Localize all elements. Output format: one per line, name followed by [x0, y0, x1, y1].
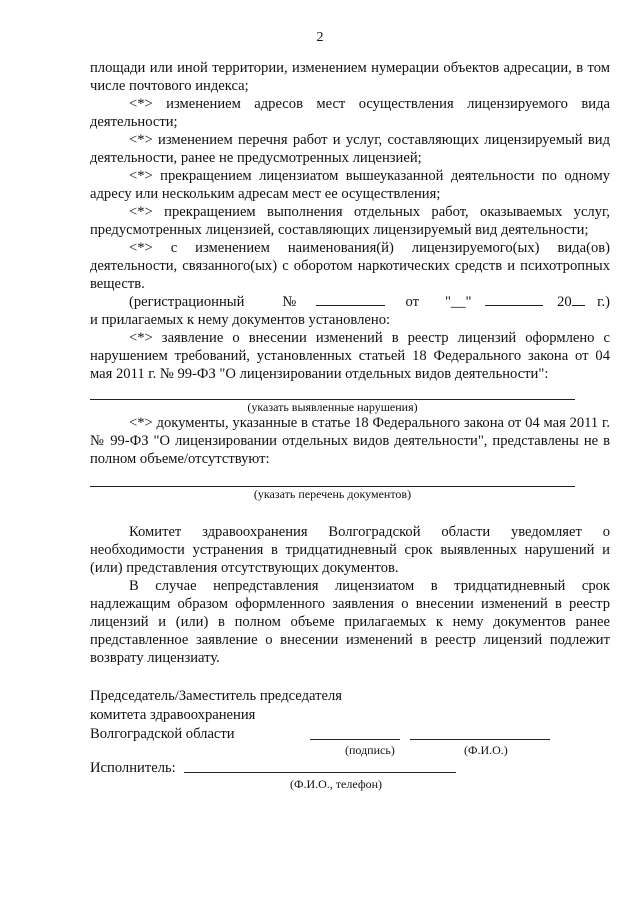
page-number: 2 — [316, 30, 324, 45]
executor-caption: (Ф.И.О., телефон) — [290, 777, 383, 791]
signature-block — [90, 687, 610, 757]
number-sign: № — [282, 294, 297, 310]
signatory-line: Волгоградской области — [90, 726, 235, 742]
signature-caption: (подпись) — [345, 743, 395, 757]
executor-label: Исполнитель: — [90, 760, 176, 776]
notice-paragraph: Комитет здравоохранения Волгоградской области уведомляет о необходимости устранения в тридцатидневный срок выявленных нарушений и (или) представления отсутствующих документов. — [90, 524, 610, 576]
from-label: от — [405, 294, 419, 310]
registration-number-blank — [316, 293, 385, 306]
name-fill-line — [410, 739, 550, 740]
date-month-blank — [485, 293, 543, 306]
notice-paragraph: В случае непредставления лицензиатом в тридцатидневный срок надлежащим образом оформленного заявления о внесении изменений в реестр лицензий и (или) в полном объеме прилагаемых к нему документов ранее представленное заявление о внесении изменений в реестр лицензий подлежит возврату лицензиату. — [90, 578, 610, 666]
signatory-line: комитета здравоохранения — [90, 707, 256, 723]
missing-docs-item: <*> документы, указанные в статье 18 Федерального закона от 04 мая 2011 г. № 99-ФЗ "О лицензировании отдельных видов деятельности", представлены не в полном объеме/отсутствуют: — [90, 415, 610, 467]
paragraph: <*> изменением адресов мест осуществления лицензируемого вида деятельности; — [90, 96, 610, 130]
attached-text: и прилагаемых к нему документов установлено: — [90, 312, 391, 328]
date-quote-close: " — [465, 294, 472, 310]
year-blank — [572, 293, 585, 306]
document-body — [90, 59, 610, 799]
violations-caption: (указать выявленные нарушения) — [247, 400, 418, 414]
paragraph: <*> прекращением выполнения отдельных работ, оказываемых услуг, предусмотренных лицензией, составляющих лицензируемый вид деятельности; — [90, 204, 610, 238]
paragraph: <*> с изменением наименования(й) лицензируемого(ых) вида(ов) деятельности, связанного(ых) с оборотом наркотических средств и психотропных веществ. — [90, 240, 610, 292]
spacer — [90, 501, 610, 523]
paragraph: <*> прекращением лицензиатом вышеуказанной деятельности по одному адресу или нескольким адресам мест ее осуществления; — [90, 168, 610, 202]
date-day-blank: __ — [450, 294, 466, 310]
year-suffix: г.) — [597, 294, 610, 310]
signature-fill-line — [310, 739, 400, 740]
name-caption: (Ф.И.О.) — [464, 743, 508, 757]
spacer — [90, 667, 610, 687]
violation-item: <*> заявление о внесении изменений в реестр лицензий оформлено с нарушением требований, установленных статьей 18 Федерального закона от 04 мая 2011 г. № 99-ФЗ "О лицензировании отдельных видов деятельности": — [90, 330, 610, 382]
year-prefix: 20 — [557, 294, 572, 310]
documents-caption: (указать перечень документов) — [253, 487, 412, 501]
paragraph: <*> изменением перечня работ и услуг, составляющих лицензируемый вид деятельности, ранее не предусмотренных лицензией; — [90, 132, 610, 166]
executor-fill-line — [184, 772, 456, 773]
documents-fill-line — [90, 474, 575, 487]
date-quote-open: " — [444, 294, 451, 310]
registration-line — [129, 293, 610, 311]
paragraph: площади или иной территории, изменением нумерации объектов адресации, в том числе почтового индекса; — [90, 60, 610, 94]
registration-label: (регистрационный — [129, 294, 245, 310]
signatory-line: Председатель/Заместитель председателя — [90, 688, 342, 704]
executor-block — [90, 759, 610, 799]
violations-fill-line — [90, 387, 575, 400]
signatory-title — [90, 687, 342, 744]
